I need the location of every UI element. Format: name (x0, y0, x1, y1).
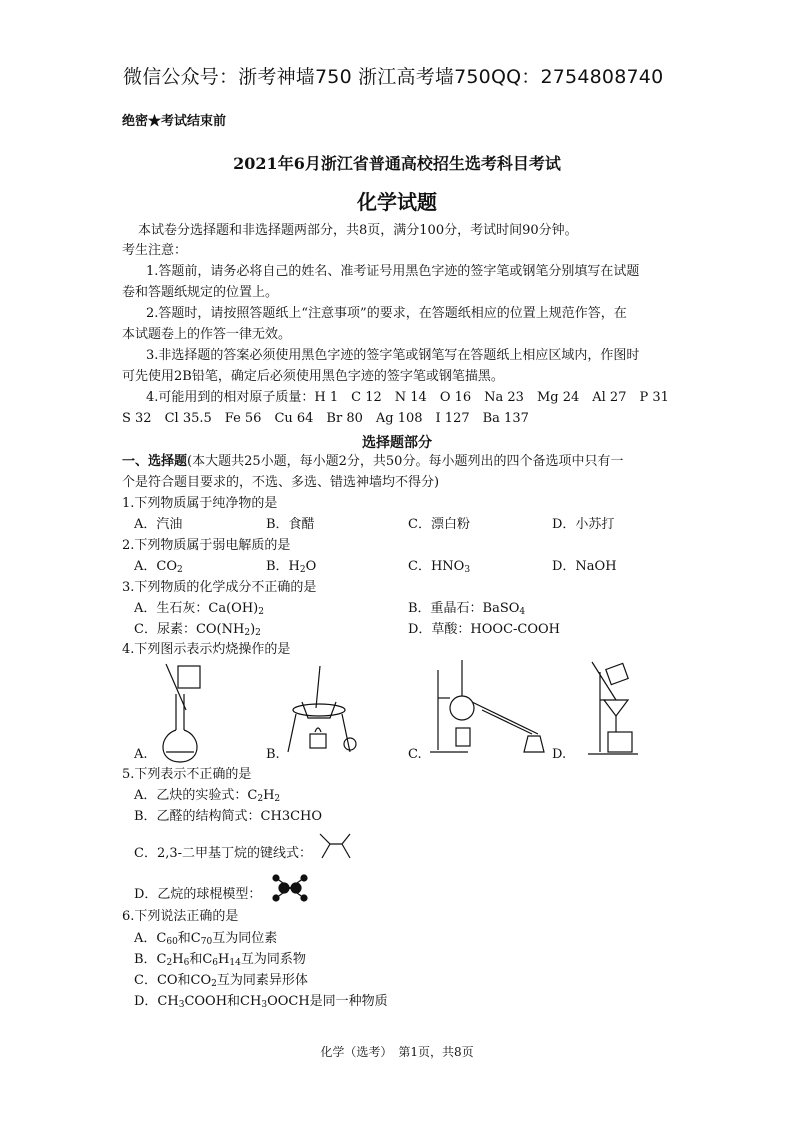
exam-title: 2021年6月浙江省普通高校招生选考科目考试 (233, 154, 561, 173)
crucible-tripod-figure (284, 662, 364, 762)
q2-option-b: B．$H_2O$ (266, 559, 317, 575)
q4-option-d: D. (552, 747, 567, 762)
q2-stem: 2.下列物质属于弱电解质的是 (122, 538, 291, 553)
q5-option-d: D．乙烷的球棍模型： (134, 887, 262, 902)
q3-option-c: C．尿素：$CO(NH_2)_2$ (134, 622, 261, 638)
part-description: (本大题共25小题，每小题2分，共50分。每小题列出的四个备选项中只有一 (187, 454, 624, 469)
q6-option-a: A．$C_{60}$和$C_{70}$互为同位素 (134, 931, 278, 947)
ball-stick-model-figure (270, 872, 310, 904)
part-description-line-2: 个是符合题目要求的，不选、多选、错选神墙均不得分) (122, 475, 440, 490)
intro-paragraph: 本试卷分选择题和非选择题两部分，共8页，满分100分，考试时间90分钟。 (138, 223, 578, 238)
q1-option-c: C．漂白粉 (408, 517, 470, 532)
confidential-label: 绝密★考试结束前 (122, 114, 227, 129)
q3-stem: 3.下列物质的化学成分不正确的是 (122, 580, 317, 595)
skeletal-formula-figure (318, 832, 352, 862)
q3-option-b: B．重晶石：BaSO$_4$ (408, 601, 526, 617)
note-1-line-2: 卷和答题纸规定的位置上。 (122, 285, 279, 300)
note-4-line-1: 4.可能用到的相对原子质量：H 1 C 12 N 14 O 16 Na 23 Mg 24 Al 27 P 31 (146, 390, 669, 405)
distillation-setup-figure (428, 656, 558, 760)
q4-option-c: C. (408, 747, 422, 762)
q3-option-d: D．草酸：HOOC-COOH (408, 622, 561, 637)
note-3-line-2: 可先使用2B铅笔，确定后必须使用黑色字迹的签字笔或钢笔描黑。 (122, 369, 504, 384)
q1-stem: 1.下列物质属于纯净物的是 (122, 496, 278, 511)
filtration-setup-figure (582, 660, 652, 760)
q2-option-d: D．NaOH (552, 559, 617, 574)
q6-option-c: C．CO和$CO_2$互为同素异形体 (134, 973, 308, 989)
q1-option-b: B．食醋 (266, 517, 315, 532)
q6-option-b: B．$C_2H_6$和$C_6H_{14}$互为同系物 (134, 952, 306, 968)
note-2-line-1: 2.答题时，请按照答题纸上“注意事项”的要求，在答题纸相应的位置上规范作答，在 (146, 306, 627, 321)
q4-stem: 4.下列图示表示灼烧操作的是 (122, 642, 291, 657)
note-1-line-1: 1.答题前，请务必将自己的姓名、准考证号用黑色字迹的签字笔或钢笔分别填写在试题 (146, 264, 640, 279)
q6-option-d: D．$CH_3COOH$和$CH_3OOCH$是同一种物质 (134, 994, 388, 1010)
section-title: 选择题部分 (362, 435, 432, 451)
q6-stem: 6.下列说法正确的是 (122, 909, 239, 924)
q5-option-c: C．2,3-二甲基丁烷的键线式： (134, 846, 313, 861)
q3-option-a: A．生石灰：$Ca(OH)_2$ (134, 601, 264, 617)
q1-option-d: D．小苏打 (552, 517, 615, 532)
q5-option-a: A．乙炔的实验式：$C_2H_2$ (134, 788, 281, 804)
q4-option-a: A. (134, 747, 148, 762)
note-2-line-2: 本试题卷上的作答一律无效。 (122, 327, 292, 342)
page-footer: 化学（选考） 第1页，共8页 (320, 1045, 474, 1059)
subject-title: 化学试题 (357, 190, 437, 214)
note-3-line-1: 3.非选择题的答案必须使用黑色字迹的签字笔或钢笔写在答题纸上相应区域内，作图时 (146, 348, 640, 363)
q1-option-a: A．汽油 (134, 517, 183, 532)
q5-option-b: B．乙醛的结构简式：CH3CHO (134, 809, 323, 824)
q5-stem: 5.下列表示不正确的是 (122, 767, 252, 782)
q4-option-b: B. (266, 747, 280, 762)
part-label: 一、选择题 (122, 454, 188, 469)
q2-option-a: A．$CO_2$ (134, 559, 183, 575)
notes-title: 考生注意： (122, 243, 188, 258)
q2-option-c: C．$HNO_3$ (408, 559, 471, 575)
watermark-header: 微信公众号：浙考神墙750 浙江高考墙750QQ：2754808740 (123, 66, 664, 88)
part-heading (122, 453, 623, 471)
volumetric-flask-figure (150, 660, 220, 764)
note-4-line-2: S 32 Cl 35.5 Fe 56 Cu 64 Br 80 Ag 108 I 127 Ba 137 (122, 411, 529, 426)
